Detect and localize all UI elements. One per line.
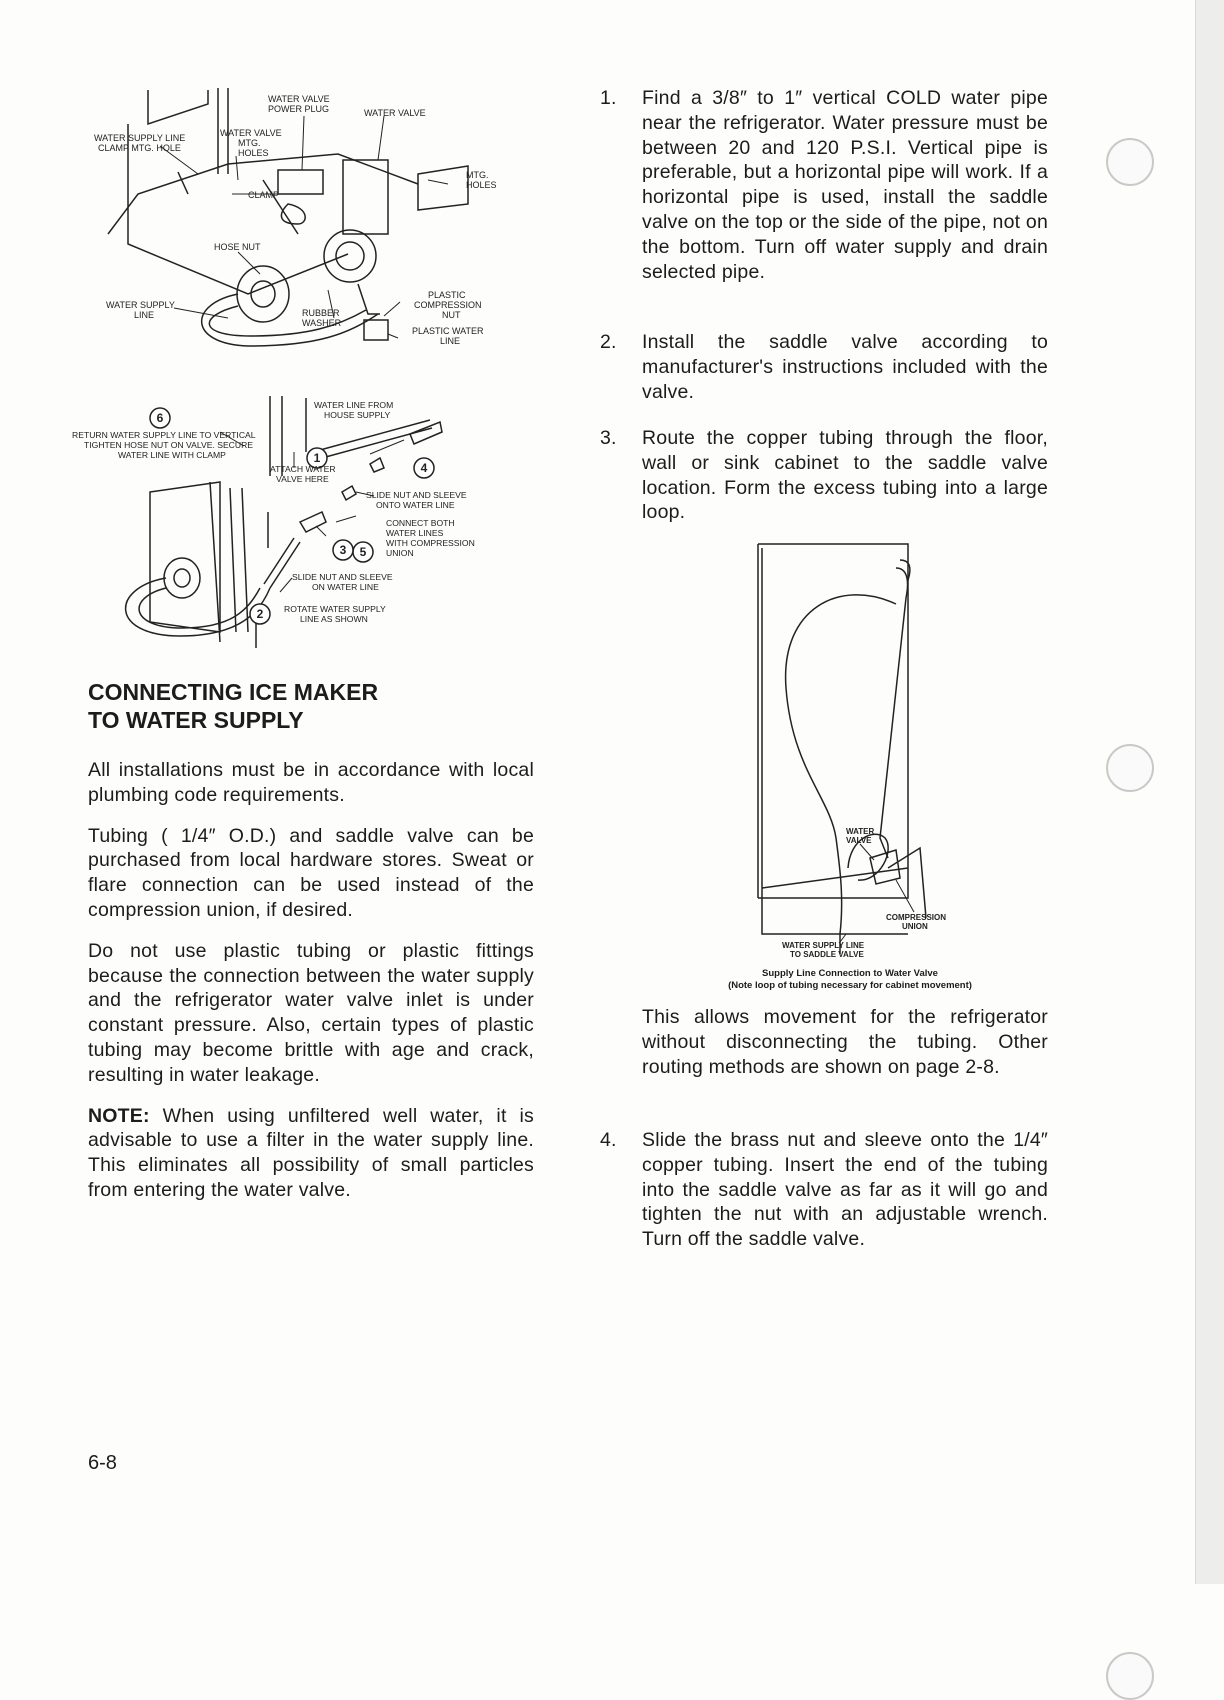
label-compression-nut-1: PLASTIC xyxy=(428,290,466,300)
water-valve-diagram xyxy=(88,84,528,360)
note-text: When using unfiltered well water, it is advisable to use a filter in the water supply line. This eliminates all possibility of small particles from entering the water valve. xyxy=(88,1104,534,1201)
label-compression-union-1: COMPRESSION xyxy=(886,913,947,922)
label-slide-bottom-1: SLIDE NUT AND SLEEVE xyxy=(292,572,393,582)
label-house-supply-1: WATER LINE FROM xyxy=(314,400,394,410)
connection-steps-diagram xyxy=(70,392,530,658)
step-number: 3. xyxy=(600,427,617,449)
paragraph-tubing: Tubing ( 1/4″ O.D.) and saddle valve can be purchased from local hardware stores. Sweat or flare connection can be used instead of the compression union, if desired. xyxy=(88,824,534,921)
label-mtg-holes-2: HOLES xyxy=(466,180,497,190)
label-valve-mtg-2: MTG. xyxy=(238,138,261,148)
label-compression-nut-3: NUT xyxy=(442,310,461,320)
label-water-valve: WATER VALVE xyxy=(364,108,426,118)
label-rubber-washer-1: RUBBER xyxy=(302,308,340,318)
supply-line-diagram xyxy=(700,538,960,964)
binder-hole-middle xyxy=(1106,744,1154,792)
label-plastic-water-line-2: LINE xyxy=(440,336,461,346)
label-clamp-hole-2: CLAMP MTG. HOLE xyxy=(98,143,181,153)
label-house-supply-2: HOUSE SUPPLY xyxy=(324,410,391,420)
label-water-valve-2: VALVE xyxy=(846,836,872,845)
figure-caption xyxy=(672,968,1028,992)
binder-hole-top xyxy=(1106,138,1154,186)
label-rubber-washer-2: WASHER xyxy=(302,318,342,328)
label-connect-3: WITH COMPRESSION xyxy=(386,538,475,548)
page-number: 6-8 xyxy=(88,1452,117,1474)
step-number: 2. xyxy=(600,331,617,353)
callout-3: 3 xyxy=(339,543,347,557)
paragraph-plumbing-code: All installations must be in accordance with local plumbing code requirements. xyxy=(88,759,534,806)
label-rotate-1: ROTATE WATER SUPPLY xyxy=(284,604,386,614)
label-clamp-hole-1: WATER SUPPLY LINE xyxy=(94,133,186,143)
label-attach-1: ATTACH WATER xyxy=(270,464,336,474)
section-title xyxy=(88,678,538,734)
label-connect-4: UNION xyxy=(386,548,414,558)
step-text: Install the saddle valve according to manufacturer's instructions included with the valve. xyxy=(642,331,1048,403)
label-hose-nut: HOSE NUT xyxy=(214,242,261,252)
label-valve-mtg-1: WATER VALVE xyxy=(220,128,282,138)
label-connect-1: CONNECT BOTH xyxy=(386,518,455,528)
label-connect-2: WATER LINES xyxy=(386,528,444,538)
paragraph-plastic-warning: Do not use plastic tubing or plastic fittings because the connection between the water supply and the refrigerator water valve inlet is under constant pressure. Also, certain types of plastic tubing may become brittle with age and crack, resulting in water leakage. xyxy=(88,939,534,1086)
step-number: 1. xyxy=(600,87,617,109)
step-3 xyxy=(600,426,1048,525)
label-slide-top-2: ONTO WATER LINE xyxy=(376,500,455,510)
label-valve-power-plug-2: POWER PLUG xyxy=(268,104,330,114)
binder-hole-bottom xyxy=(1106,1652,1154,1700)
callout-5: 5 xyxy=(359,545,367,559)
label-valve-mtg-3: HOLES xyxy=(238,148,269,158)
step-2 xyxy=(600,330,1048,404)
section-title-line-1: CONNECTING ICE MAKER xyxy=(88,679,379,705)
label-return-1: RETURN WATER SUPPLY LINE TO VERTICAL xyxy=(72,430,256,440)
step-text: Slide the brass nut and sleeve onto the 1/4″ copper tubing. Insert the end of the tubing into the saddle valve as far as it will go and tighten the nut with an adjustable wrench. Turn off the saddle valve. xyxy=(642,1129,1048,1251)
page-edge xyxy=(1195,0,1224,1584)
caption-line-2: (Note loop of tubing necessary for cabinet movement) xyxy=(728,980,972,991)
step-text: Find a 3/8″ to 1″ vertical COLD water pipe near the refrigerator. Water pressure must be between 20 and 120 P.S.I. Vertical pipe is preferable, but a horizontal pipe will work. If a horizontal pipe is used, install the saddle valve on the top or the side of the pipe, not on the bottom. Turn off water supply and drain selected pipe. xyxy=(642,87,1048,283)
step-1 xyxy=(600,86,1048,284)
label-return-2: TIGHTEN HOSE NUT ON VALVE. SECURE xyxy=(84,440,254,450)
label-rotate-2: LINE AS SHOWN xyxy=(300,614,368,624)
step-number: 4. xyxy=(600,1129,617,1151)
label-clamp: CLAMP xyxy=(248,190,280,200)
left-column-text xyxy=(88,758,534,1219)
label-right-supply-line-1: WATER SUPPLY LINE xyxy=(782,941,865,950)
callout-2: 2 xyxy=(256,607,264,621)
note-label: NOTE: xyxy=(88,1104,150,1127)
caption-line-1: Supply Line Connection to Water Valve xyxy=(762,968,938,979)
step-text: Route the copper tubing through the floor, wall or sink cabinet to the saddle valve location. Form the excess tubing into a large loop. xyxy=(642,427,1048,524)
label-mtg-holes-1: MTG. xyxy=(466,170,489,180)
label-attach-2: VALVE HERE xyxy=(276,474,329,484)
label-slide-bottom-2: ON WATER LINE xyxy=(312,582,379,592)
label-compression-nut-2: COMPRESSION xyxy=(414,300,482,310)
section-title-line-2: TO WATER SUPPLY xyxy=(88,707,304,733)
step-4 xyxy=(600,1128,1048,1252)
label-supply-line-2: LINE xyxy=(134,310,155,320)
step-3-continuation: This allows movement for the refrigerator without disconnecting the tubing. Other routing methods are shown on page 2-8. xyxy=(642,1006,1048,1078)
label-supply-line-1: WATER SUPPLY xyxy=(106,300,175,310)
label-valve-power-plug-1: WATER VALVE xyxy=(268,94,330,104)
callout-6: 6 xyxy=(156,411,164,425)
label-return-3: WATER LINE WITH CLAMP xyxy=(118,450,226,460)
callout-4: 4 xyxy=(420,461,428,475)
label-right-supply-line-2: TO SADDLE VALVE xyxy=(790,950,864,959)
label-compression-union-2: UNION xyxy=(902,922,928,931)
callout-1: 1 xyxy=(313,451,321,465)
label-slide-top-1: SLIDE NUT AND SLEEVE xyxy=(366,490,467,500)
label-plastic-water-line-1: PLASTIC WATER xyxy=(412,326,484,336)
label-water-valve-1: WATER xyxy=(846,827,875,836)
note-paragraph xyxy=(88,1104,534,1203)
